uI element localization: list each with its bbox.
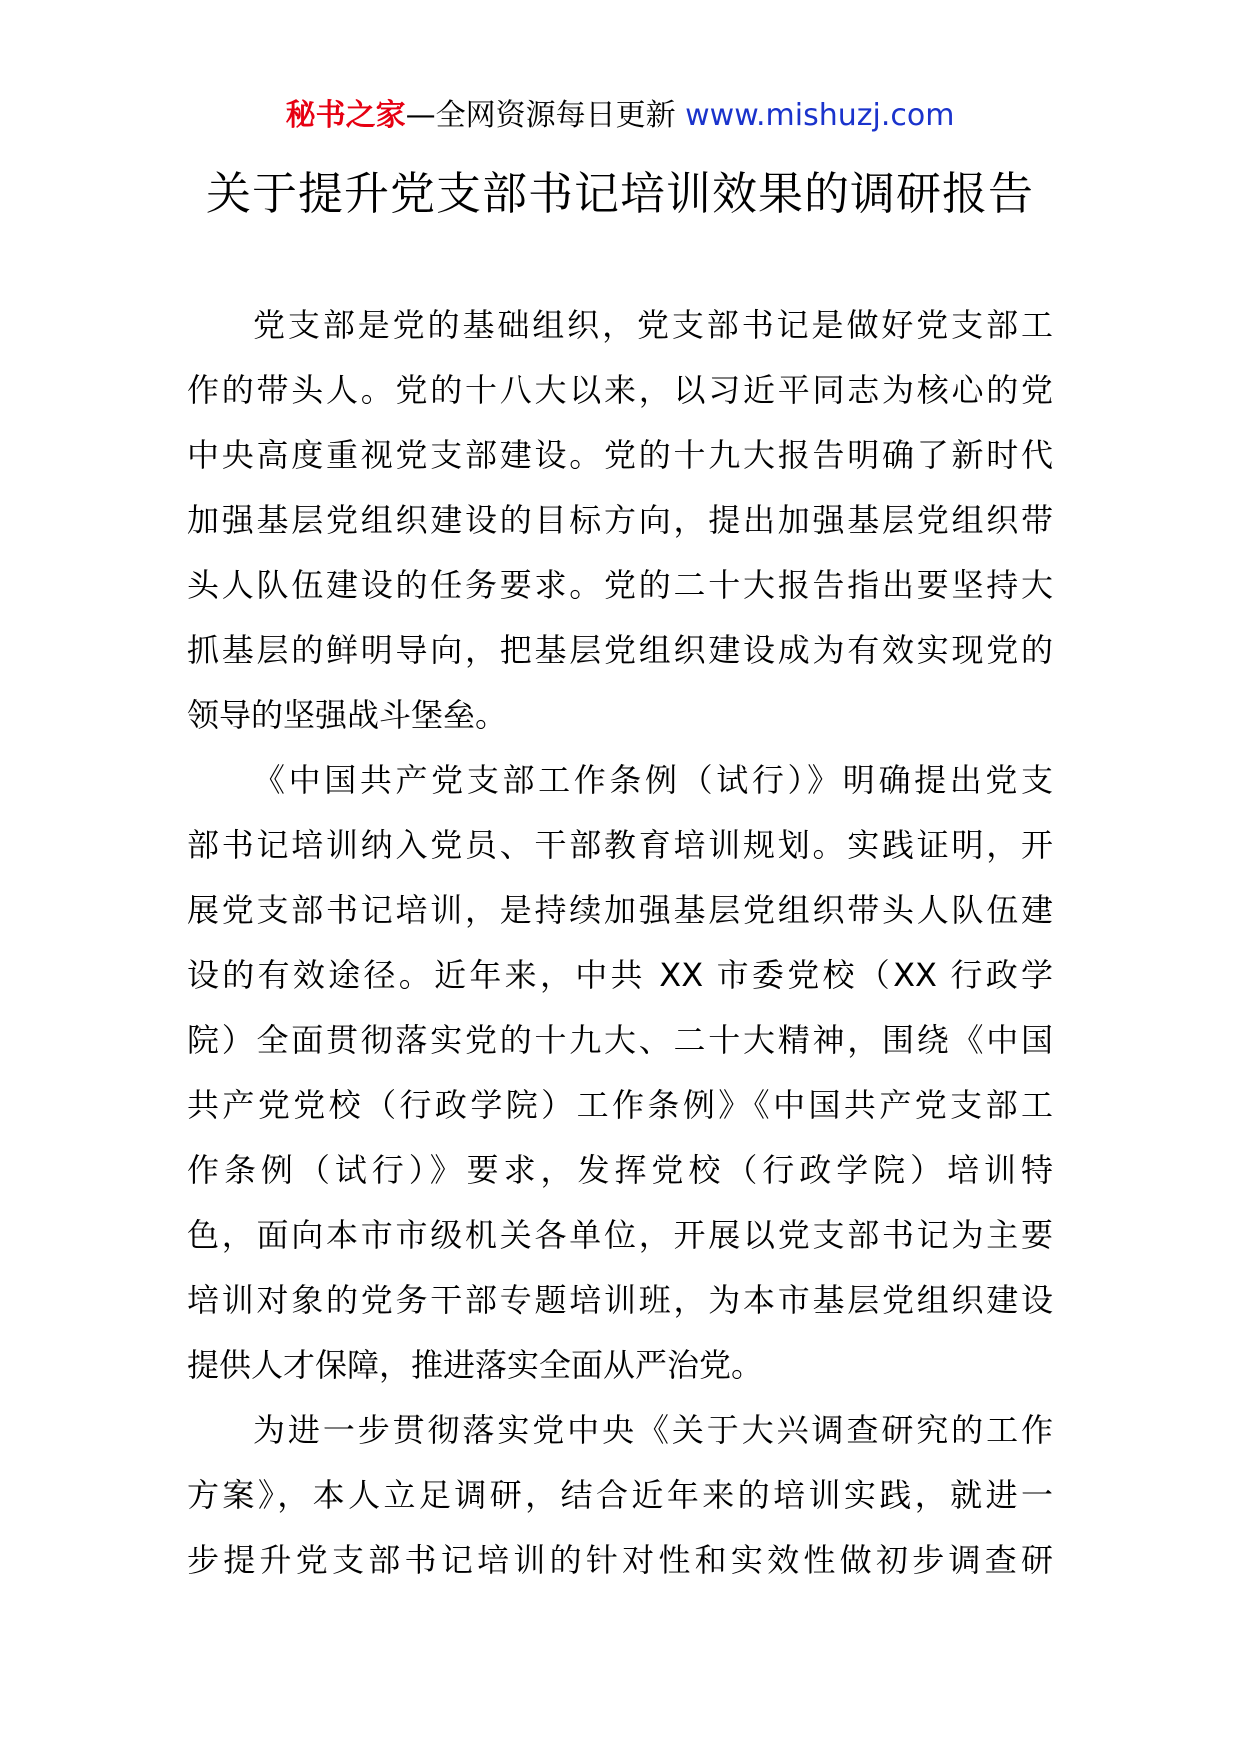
document-title: 关于提升党支部书记培训效果的调研报告: [205, 167, 1034, 220]
paragraph-2: [187, 748, 1053, 1398]
paragraph-3: [187, 1398, 1053, 1593]
text-line: 中央高度重视党支部建设。党的十九大报告明确了新时代: [187, 436, 1053, 474]
text-line: 设的有效途径。近年来，中共 XX 市委党校（XX 行政学: [187, 956, 1053, 994]
text-line: 作条例（试行）》要求，发挥党校（行政学院）培训特: [187, 1151, 1053, 1189]
header-tagline: —全网资源每日更新: [405, 98, 676, 133]
text-line: 党支部是党的基础组织，党支部书记是做好党支部工: [253, 306, 1053, 344]
text-line: 培训对象的党务干部专题培训班，为本市基层党组织建设: [187, 1281, 1053, 1319]
text-line: 头人队伍建设的任务要求。党的二十大报告指出要坚持大: [187, 566, 1053, 604]
text-line: 作的带头人。党的十八大以来，以习近平同志为核心的党: [187, 371, 1053, 409]
text-line: 《中国共产党支部工作条例（试行）》明确提出党支: [253, 761, 1053, 799]
text-line: 加强基层党组织建设的目标方向，提出加强基层党组织带: [187, 501, 1053, 539]
text-line: 色，面向本市市级机关各单位，开展以党支部书记为主要: [187, 1216, 1053, 1254]
text-line: 共产党党校（行政学院）工作条例》《中国共产党支部工: [187, 1086, 1053, 1124]
site-header: [0, 96, 1240, 136]
site-url[interactable]: www.mishuzj.com: [685, 98, 955, 133]
text-line: 步提升党支部书记培训的针对性和实效性做初步调查研: [187, 1541, 1053, 1579]
text-line: 院）全面贯彻落实党的十九大、二十大精神，围绕《中国: [187, 1021, 1053, 1059]
text-line: 领导的坚强战斗堡垒。: [187, 696, 508, 734]
text-line: 为进一步贯彻落实党中央《关于大兴调查研究的工作: [253, 1411, 1053, 1449]
document-body: [187, 293, 1053, 1593]
text-line: 部书记培训纳入党员、干部教育培训规划。实践证明，开: [187, 826, 1053, 864]
paragraph-1: [187, 293, 1053, 748]
text-line: 提供人才保障，推进落实全面从严治党。: [187, 1346, 764, 1384]
brand-name: 秘书之家: [285, 98, 406, 133]
text-line: 方案》，本人立足调研，结合近年来的培训实践，就进一: [187, 1476, 1053, 1514]
text-line: 抓基层的鲜明导向，把基层党组织建设成为有效实现党的: [187, 631, 1053, 669]
text-line: 展党支部书记培训，是持续加强基层党组织带头人队伍建: [187, 891, 1053, 929]
